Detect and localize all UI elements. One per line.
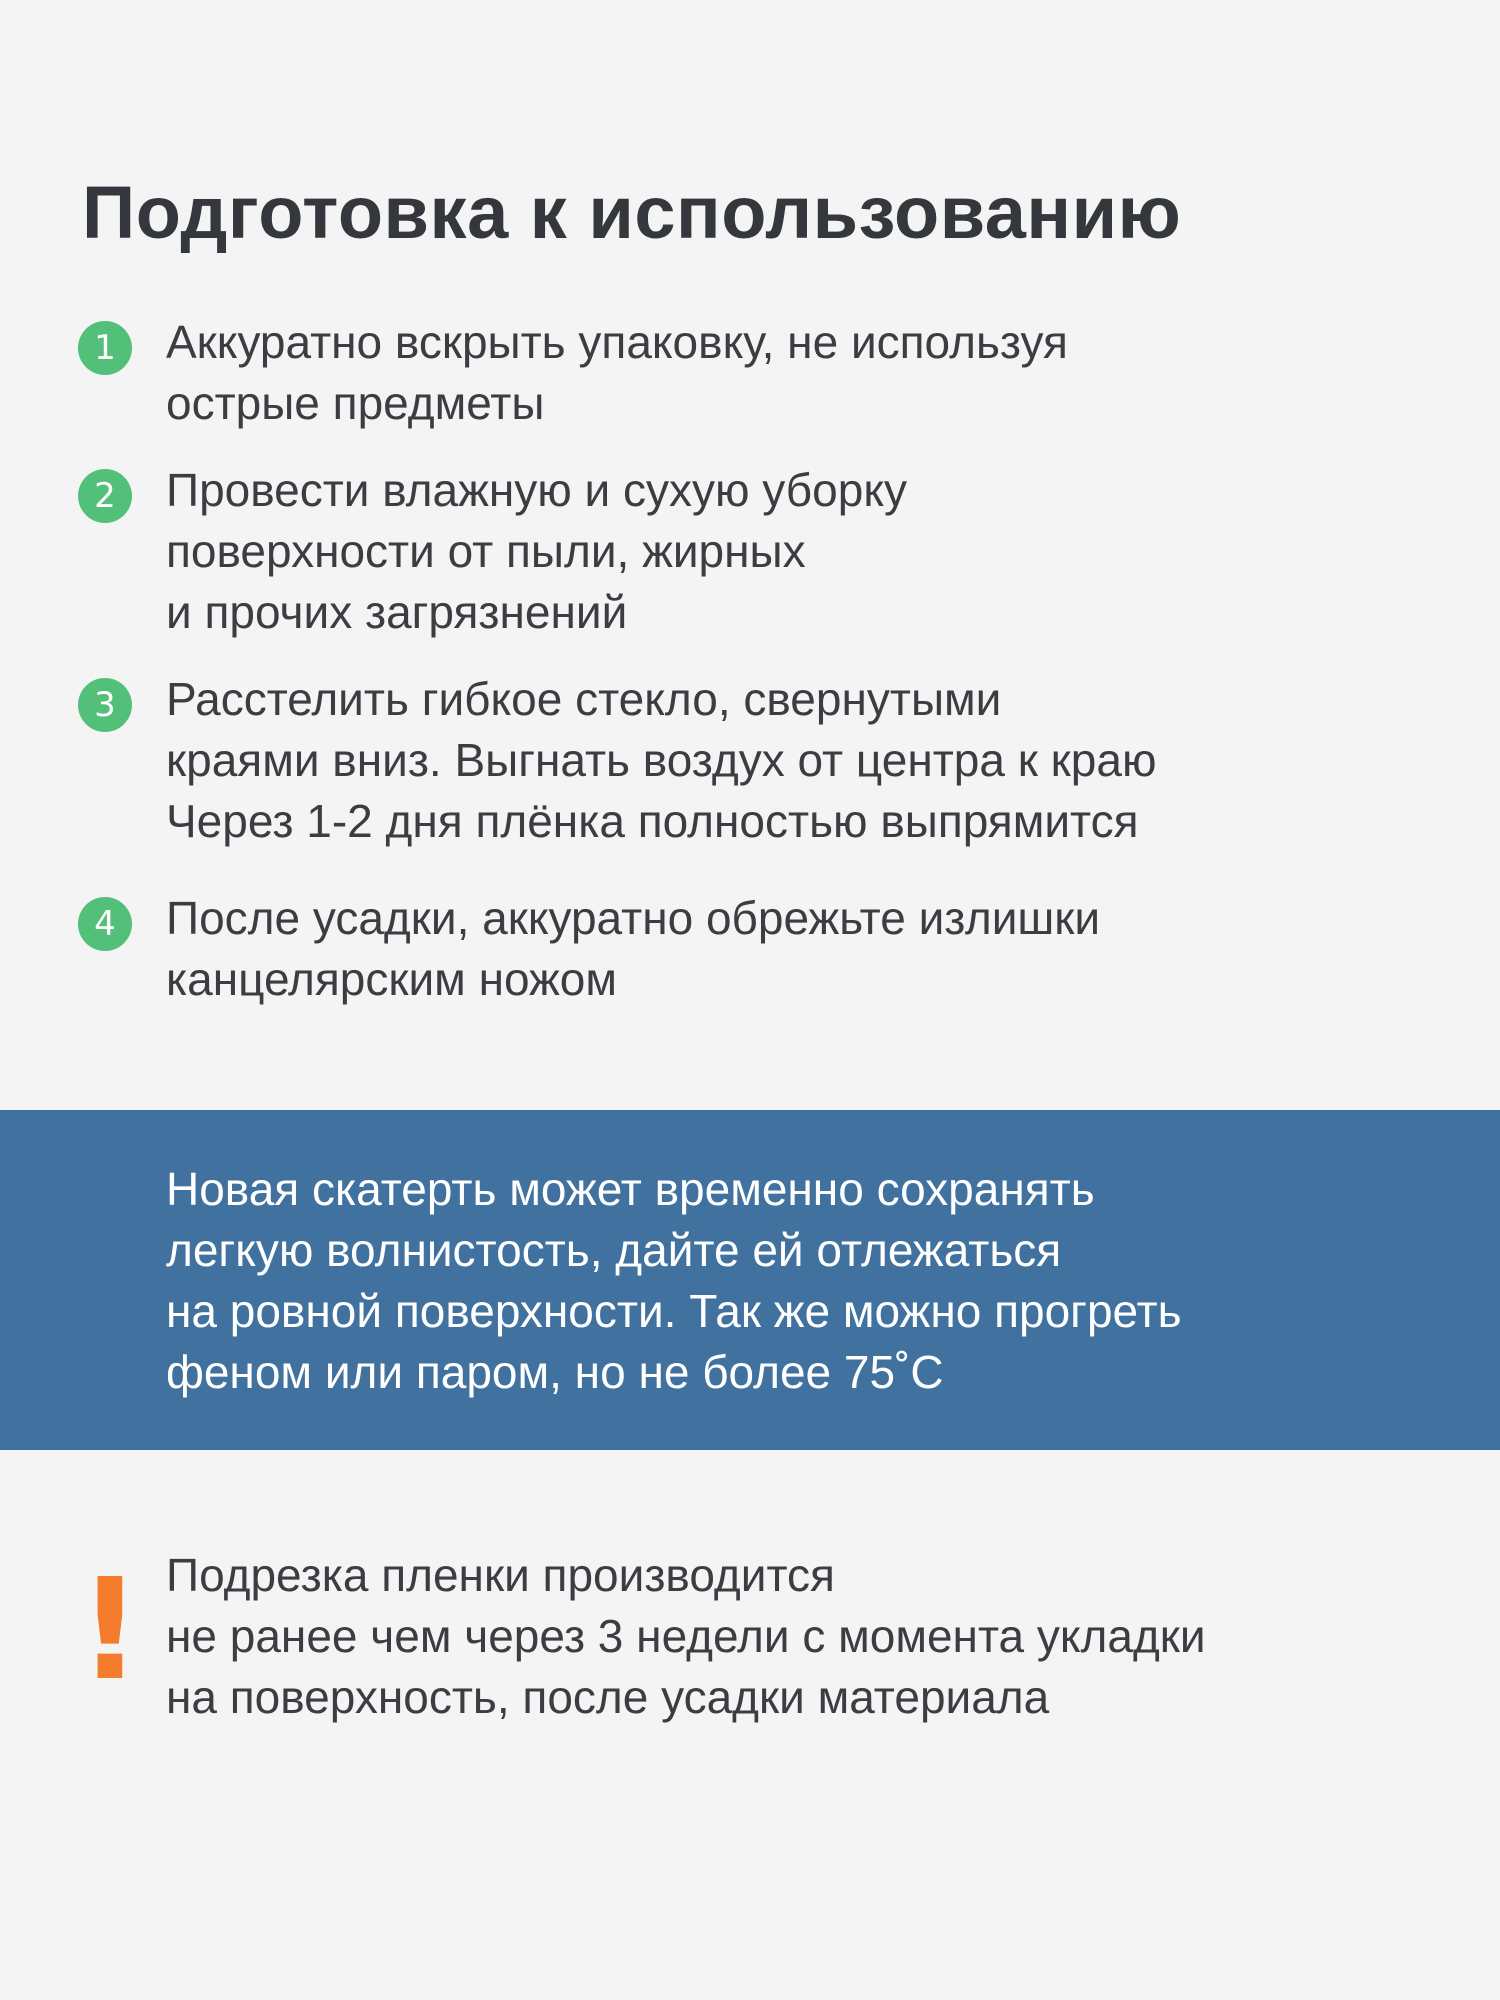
step-text-line: Провести влажную и сухую уборку xyxy=(166,464,907,516)
step-text-line: Расстелить гибкое стекло, свернутыми xyxy=(166,673,1002,725)
steps-list xyxy=(78,312,1458,1010)
warning-text-line: Подрезка пленки производится xyxy=(166,1549,835,1601)
list-item xyxy=(78,460,1458,643)
step-text-line: краями вниз. Выгнать воздух от центра к краю xyxy=(166,734,1157,786)
step-text-line: острые предметы xyxy=(166,377,545,429)
list-item xyxy=(78,669,1458,852)
step-number-badge: 4 xyxy=(78,897,132,951)
info-text-line: легкую волнистость, дайте ей отлежаться xyxy=(166,1224,1062,1276)
step-text-line: После усадки, аккуратно обрежьте излишки xyxy=(166,892,1101,944)
step-number-badge: 2 xyxy=(78,469,132,523)
step-number-badge: 3 xyxy=(78,678,132,732)
step-text-line: поверхности от пыли, жирных xyxy=(166,525,806,577)
page-title: Подготовка к использованию xyxy=(82,171,1182,254)
info-text-line: на ровной поверхности. Так же можно прогреть xyxy=(166,1285,1182,1337)
info-text-line: феном или паром, но не более 75˚С xyxy=(166,1346,944,1398)
info-banner-text xyxy=(166,1159,1182,1403)
exclamation-icon: ! xyxy=(78,1549,142,1712)
info-text-line: Новая скатерть может временно сохранять xyxy=(166,1163,1095,1215)
step-text-line: Аккуратно вскрыть упаковку, не используя xyxy=(166,316,1068,368)
step-text-line: Через 1-2 дня плёнка полностью выпрямится xyxy=(166,795,1139,847)
list-item xyxy=(78,312,1458,434)
list-item xyxy=(78,888,1458,1010)
warning-text xyxy=(166,1545,1206,1728)
warning-text-line: на поверхность, после усадки материала xyxy=(166,1671,1050,1723)
step-text-line: и прочих загрязнений xyxy=(166,586,628,638)
warning-text-line: не ранее чем через 3 недели с момента укладки xyxy=(166,1610,1206,1662)
step-number-badge: 1 xyxy=(78,321,132,375)
step-text-line: канцелярским ножом xyxy=(166,953,618,1005)
